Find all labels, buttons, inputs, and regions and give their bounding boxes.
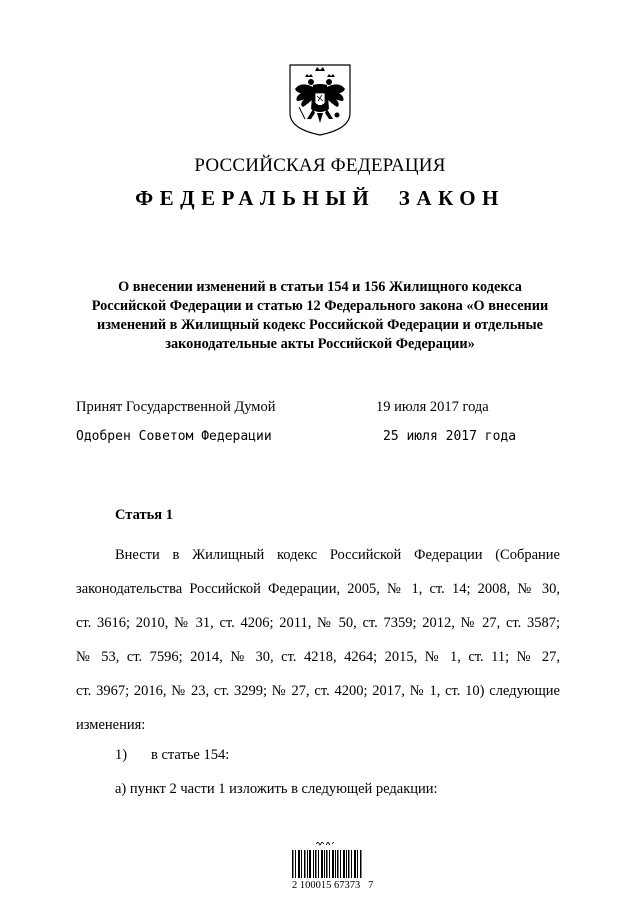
duma-adoption-date: 19 июля 2017 года — [376, 399, 489, 415]
duma-adoption-row — [76, 397, 576, 417]
article-body-line: изменения: — [76, 717, 146, 733]
article-body-line: ст. 3967; 2016, № 23, ст. 3299; № 27, ст. 4200; 2017, № 1, ст. 10) следующие — [76, 683, 560, 699]
law-title-line: Российской Федерации и статью 12 Федерального закона «О внесении — [91, 298, 549, 314]
council-approval-row — [76, 427, 576, 447]
document-type-heading: ФЕДЕРАЛЬНЫЙ ЗАКОН — [135, 186, 505, 210]
duma-adoption-label: Принят Государственной Думой — [76, 399, 276, 415]
barcode-icon — [288, 842, 368, 882]
country-heading: РОССИЙСКАЯ ФЕДЕРАЦИЯ — [194, 155, 446, 176]
article-body — [76, 538, 560, 742]
sub-item-text: а) пункт 2 части 1 изложить в следующей редакции: — [115, 781, 438, 797]
article-body-line: Внести в Жилищный кодекс Российской Федерации (Собрание — [115, 547, 560, 563]
law-title-line: изменений в Жилищный кодекс Российской Федерации и отдельные — [96, 317, 544, 333]
list-item-text: в статье 154: — [151, 747, 230, 763]
article-body-line: законодательства Российской Федерации, 2005, № 1, ст. 14; 2008, № 30, — [76, 581, 560, 597]
article-body-line: ст. 3616; 2010, № 31, ст. 4206; 2011, № 50, ст. 7359; 2012, № 27, ст. 3587; — [76, 615, 560, 631]
list-item-number: 1) — [115, 747, 128, 763]
law-title — [75, 278, 565, 354]
barcode-number: 2 100015 67373 7 — [292, 880, 374, 891]
russian-coat-of-arms-icon — [287, 63, 353, 137]
council-approval-label: Одобрен Советом Федерации — [76, 429, 272, 444]
council-approval-date: 25 июля 2017 года — [383, 429, 517, 444]
law-title-line: законодательные акты Российской Федерации» — [165, 336, 475, 352]
article-body-line: № 53, ст. 7596; 2014, № 30, ст. 4218, 4264; 2015, № 1, ст. 11; № 27, — [76, 649, 560, 665]
article-heading: Статья 1 — [115, 507, 173, 523]
law-title-line: О внесении изменений в статьи 154 и 156 Жилищного кодекса — [118, 279, 522, 295]
